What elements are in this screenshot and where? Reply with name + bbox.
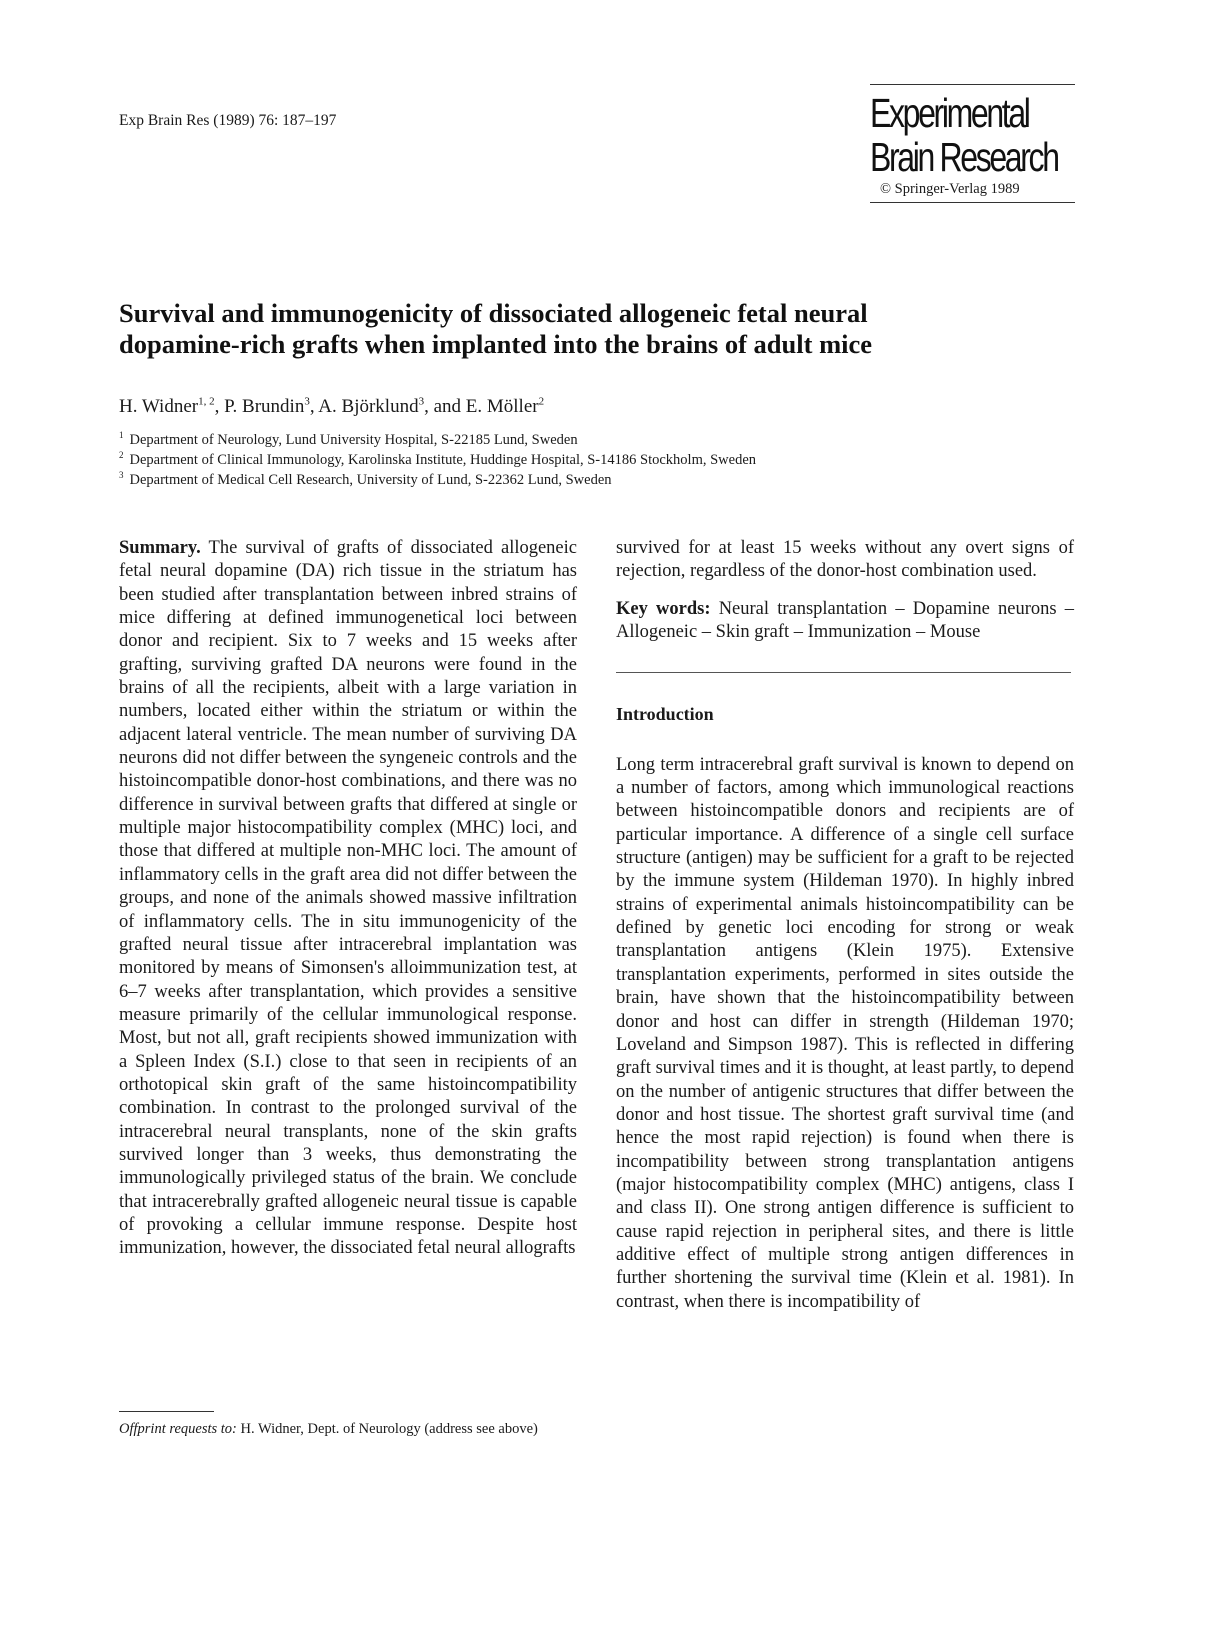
affiliation-number: 2 [119,450,124,461]
affiliation-text: Department of Neurology, Lund University Hospital, S-22185 Lund, Sweden [129,432,578,448]
title-line-1: Survival and immunogenicity of dissociated allogeneic fetal neural [119,298,868,328]
introduction-text: Long term intracerebral graft survival is known to depend on a number of factors, among which immunological reactions between histoincompatible donors and recipients are of particular importance. A difference of a single cell surface structure (antigen) may be sufficient for a graft to be rejected by the immune system (Hildeman 1970). In highly inbred strains of experimental animals histoincompatibility can be defined by genetic loci encoding for strong or weak transplantation antigens (Klein 1975). Extensive transplantation experiments, performed in sites outside the brain, have shown that the histoincompatibility between donor and host can differ in strength (Hildeman 1970; Loveland and Simpson 1987). This is reflected in differing graft survival times and it is thought, at least partly, to depend on the number of antigenic structures that differ between the donor and host tissue. The shortest graft survival time (and hence the most rapid rejection) is found when there is incompatibility between strong transplantation antigens (major histocompatibility complex (MHC) antigens, class I and class II). One strong antigen difference is sufficient to cause rapid rejection in peripheral sites, and there is little additive effect of multiple strong antigen differences in further shortening the survival time (Klein et al. 1981). In contrast, when there is incompatibility of [616,754,1074,1312]
author-name: H. Widner [119,396,199,417]
logo-top-rule [870,84,1075,85]
footnote-label: Offprint requests to: [119,1421,237,1437]
introduction-heading: Introduction [616,704,714,725]
journal-logo [870,84,1090,203]
title-line-2: dopamine-rich grafts when implanted into the brains of adult mice [119,329,873,359]
summary-text: The survival of grafts of dissociated allogeneic fetal neural dopamine (DA) rich tissue in the striatum has been studied after transplantation between inbred strains of mice differing at defined immunogenetical loci between donor and recipient. Six to 7 weeks and 15 weeks after grafting, surviving grafted DA neurons were found in the brains of all the recipients, albeit with a large variation in numbers, located either within the striatum or within the adjacent lateral ventricle. The mean number of surviving DA neurons did not differ between the syngeneic controls and the histoincompatible donor-host combinations, and there was no difference in survival between grafts that differed at single or multiple major histocompatibility complex (MHC) loci, and those that differed at multiple non-MHC loci. The amount of inflammatory cells in the graft area did not differ between the groups, and none of the animals showed massive infiltration of inflammatory cells. The in situ immunogenicity of the grafted neural tissue after intracerebral implantation was monitored by means of Simonsen's alloimmunization test, at 6–7 weeks after transplantation, which provides a sensitive measure primarily of the cellular immunological response. Most, but not all, graft recipients showed immunization with a Spleen Index (S.I.) close to that seen in recipients of an orthotopical skin graft of the same histoincompatibility combination. In contrast to the prolonged survival of the intracerebral neural transplants, none of the skin grafts survived longer than 3 weeks, thus demonstrating the immunologically privileged status of the brain. We conclude that intracerebrally grafted allogeneic neural tissue is capable of provoking a cellular immune response. Despite host immunization, however, the dissociated fetal neural allografts [119,538,577,1259]
author-list [119,396,544,418]
footnote-text: H. Widner, Dept. of Neurology (address see above) [240,1421,538,1437]
logo-bottom-rule [870,202,1075,203]
affiliation-number: 1 [119,430,124,441]
affiliation [119,430,756,450]
author-name: E. Möller [465,396,539,417]
affiliation [119,470,756,490]
summary-paragraph [119,537,577,1261]
logo-line-1: Experimental [870,90,1029,136]
keywords-label: Key words: [616,598,711,619]
copyright: © Springer-Verlag 1989 [880,181,1020,197]
footnote-rule [119,1411,214,1412]
author-name: P. Brundin [224,396,305,417]
author-name: A. Björklund [318,396,419,417]
author-separator: , and [424,396,466,417]
affiliation [119,450,756,470]
author-separator: , [309,396,319,417]
affiliation-number: 3 [119,470,124,481]
author-affil-mark: 1, 2 [198,395,215,408]
author-affil-mark: 3 [418,395,425,408]
affiliation-list [119,430,756,490]
journal-citation: Exp Brain Res (1989) 76: 187–197 [119,112,337,129]
logo-line-2: Brain Research [870,134,1058,180]
summary-label: Summary. [119,538,201,558]
keywords [616,598,1074,645]
author-affil-mark: 2 [538,395,545,408]
paper-title [119,298,1019,360]
offprint-footnote [119,1420,579,1439]
right-column [616,537,1074,1314]
author-affil-mark: 3 [304,395,310,408]
left-column [119,537,577,1261]
summary-continued: survived for at least 15 weeks without any overt signs of rejection, regardless of the donor-host combination used. [616,538,1074,582]
affiliation-text: Department of Medical Cell Research, University of Lund, S-22362 Lund, Sweden [129,472,612,488]
keywords-text: Neural transplantation – Dopamine neurons – Allogeneic – Skin graft – Immunization – Mouse [616,598,1074,643]
author-separator: , [214,396,225,417]
section-divider [616,672,1071,673]
affiliation-text: Department of Clinical Immunology, Karolinska Institute, Huddinge Hospital, S-14186 Stockholm, Sweden [129,452,757,468]
